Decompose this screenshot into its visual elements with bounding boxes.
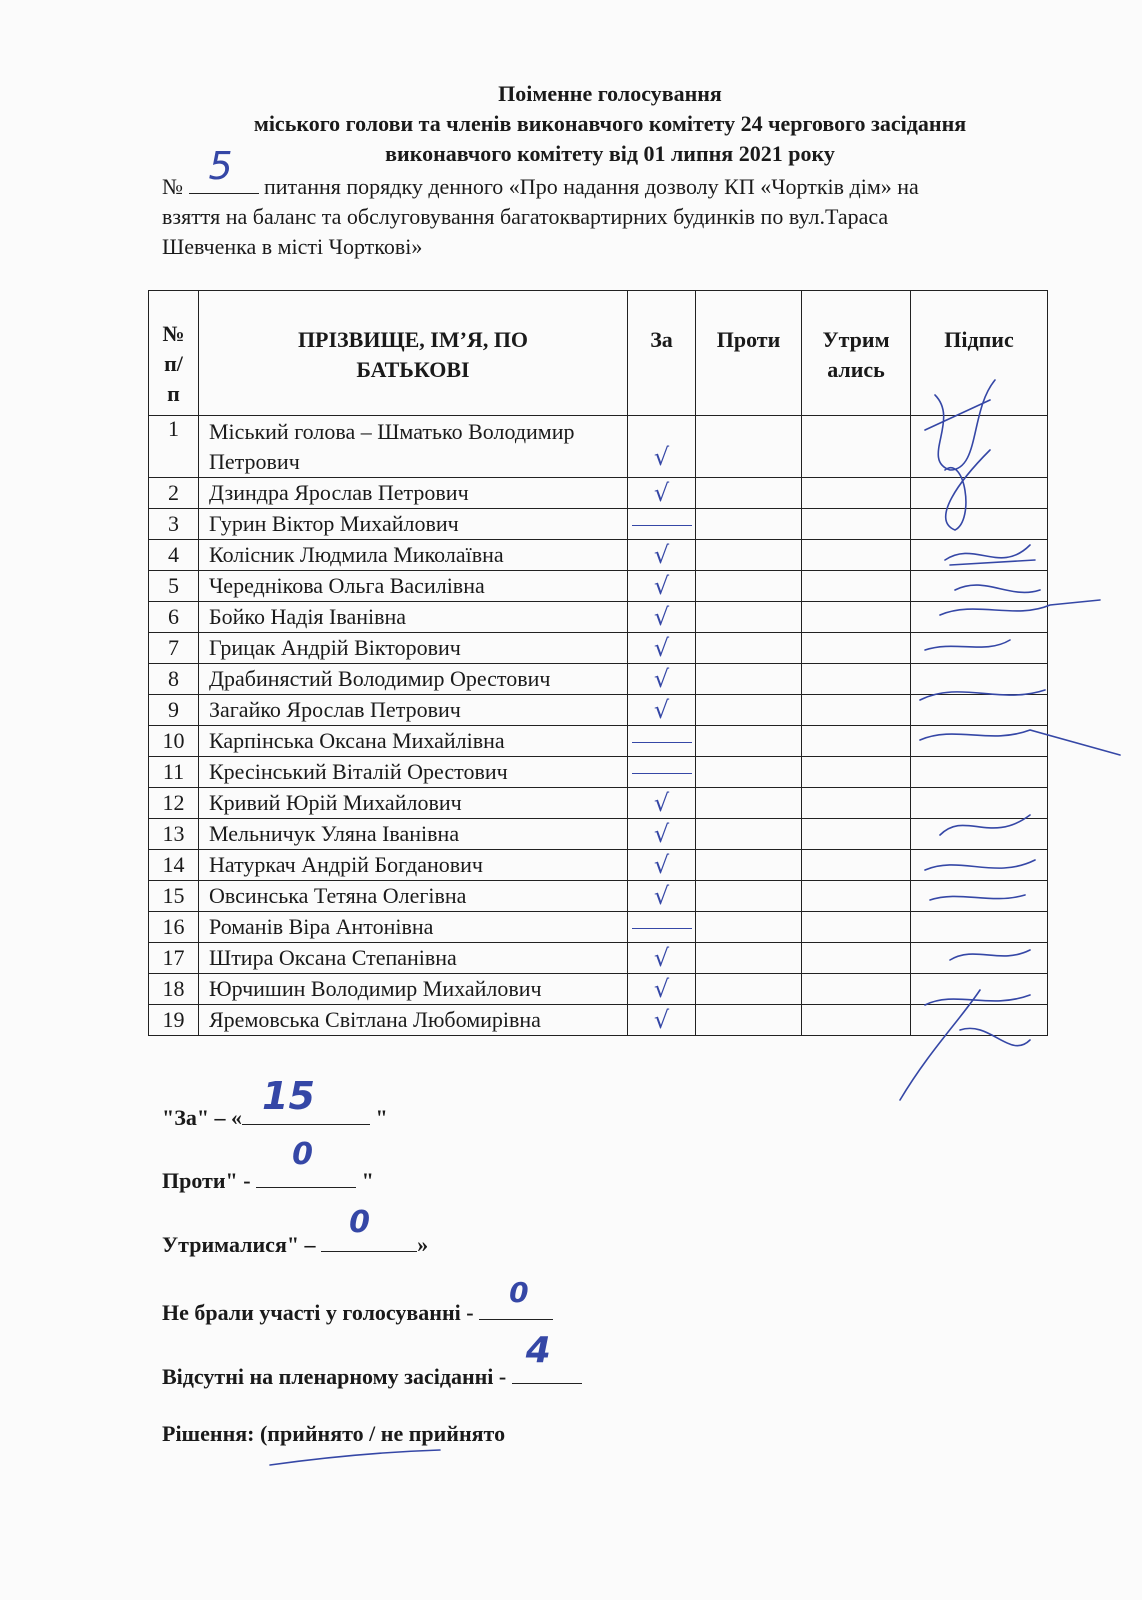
vote-abstained-cell [802,571,911,602]
voting-table [148,290,1048,1036]
member-name: Загайко Ярослав Петрович [199,695,628,726]
vote-for-cell [628,478,696,509]
vote-abstained-cell [802,509,911,540]
member-name: Гурин Віктор Михайлович [199,509,628,540]
member-name: Міський голова – Шматько Володимир Петрович [199,416,628,478]
member-name: Бойко Надія Іванівна [199,602,628,633]
signature-cell [911,881,1048,912]
total-absent-value: 4 [525,1330,551,1371]
vote-abstained-cell [802,881,911,912]
member-name: Овсинська Тетяна Олегівна [199,881,628,912]
table-row [149,788,1048,819]
table-row [149,540,1048,571]
col-header-abstained: Утрим ались [802,291,911,416]
row-number: 6 [149,602,199,633]
total-not-voting-value: 0 [509,1276,529,1309]
member-name: Романів Віра Антонівна [199,912,628,943]
check-mark-icon: √ [653,820,670,848]
vote-abstained-cell [802,943,911,974]
total-for: "За" – « 15 " [162,1074,388,1130]
vote-for-cell [628,571,696,602]
signature-cell [911,416,1048,478]
col-header-signature: Підпис [911,291,1048,416]
table-row [149,509,1048,540]
row-number: 18 [149,974,199,1005]
vote-against-cell [696,633,802,664]
vote-against-cell [696,757,802,788]
dash-line-icon [632,773,692,774]
vote-against-cell [696,850,802,881]
row-number: 1 [149,416,199,478]
row-number: 4 [149,540,199,571]
vote-for-cell [628,602,696,633]
document-subtitle-date: виконавчого комітету від 01 липня 2021 року [385,141,835,166]
signature-cell [911,633,1048,664]
decision-underline [270,1450,440,1465]
vote-for-cell [628,726,696,757]
vote-abstained-cell [802,416,911,478]
check-mark-icon: √ [653,479,670,507]
vote-for-cell [628,664,696,695]
table-row [149,881,1048,912]
row-number: 11 [149,757,199,788]
item-text-line2: взяття на баланс та обслуговування багатоквартирних будинків по вул.Тараса [162,204,889,229]
signature-cell [911,571,1048,602]
col-header-against: Проти [696,291,802,416]
vote-for-cell [628,1005,696,1036]
check-mark-icon: √ [653,603,670,631]
table-row [149,478,1048,509]
table-row [149,726,1048,757]
vote-against-cell [696,509,802,540]
vote-against-cell [696,943,802,974]
vote-abstained-cell [802,1005,911,1036]
vote-abstained-cell [802,974,911,1005]
vote-for-cell [628,788,696,819]
table-row [149,602,1048,633]
total-absent: Відсутні на пленарному засіданні - 4 [162,1361,582,1391]
vote-for-cell [628,881,696,912]
vote-against-cell [696,478,802,509]
signature-cell [911,726,1048,757]
table-header-row [149,291,1048,416]
row-number: 2 [149,478,199,509]
row-number: 12 [149,788,199,819]
vote-for-cell [628,850,696,881]
table-row [149,416,1048,478]
total-against: Проти" - 0 " [162,1137,374,1193]
check-mark-icon: √ [653,789,670,817]
table-row [149,819,1048,850]
check-mark-icon: √ [653,944,670,972]
member-name: Мельничук Уляна Іванівна [199,819,628,850]
vote-abstained-cell [802,602,911,633]
vote-against-cell [696,881,802,912]
table-row [149,974,1048,1005]
vote-for-cell [628,416,696,478]
vote-abstained-cell [802,695,911,726]
check-mark-icon: √ [653,851,670,879]
total-not-voting: Не брали участі у голосуванні - 0 [162,1297,553,1327]
total-for-value: 15 [262,1074,315,1118]
signature-cell [911,757,1048,788]
vote-for-cell [628,974,696,1005]
vote-against-cell [696,974,802,1005]
row-number: 3 [149,509,199,540]
vote-against-cell [696,571,802,602]
item-text-line1: питання порядку денного «Про надання дозволу КП «Чортків дім» на [264,174,919,199]
signature-cell [911,602,1048,633]
vote-abstained-cell [802,819,911,850]
row-number: 8 [149,664,199,695]
vote-against-cell [696,1005,802,1036]
signature-cell [911,509,1048,540]
vote-abstained-cell [802,664,911,695]
member-name: Яремовська Світлана Любомирівна [199,1005,628,1036]
vote-abstained-cell [802,540,911,571]
vote-for-cell [628,633,696,664]
member-name: Кресінський Віталій Орестович [199,757,628,788]
row-number: 10 [149,726,199,757]
col-header-for: За [628,291,696,416]
vote-against-cell [696,416,802,478]
document-subtitle: міського голови та членів виконавчого комітету 24 чергового засідання [253,111,967,136]
member-name: Натуркач Андрій Богданович [199,850,628,881]
member-name: Дзиндра Ярослав Петрович [199,478,628,509]
row-number: 15 [149,881,199,912]
vote-for-cell [628,540,696,571]
row-number: 16 [149,912,199,943]
dash-line-icon [632,928,692,929]
signature-cell [911,664,1048,695]
table-row [149,912,1048,943]
table-row [149,664,1048,695]
check-mark-icon: √ [653,882,670,910]
member-name: Юрчишин Володимир Михайлович [199,974,628,1005]
document-title: Поіменне голосування [498,81,722,106]
row-number: 13 [149,819,199,850]
total-against-value: 0 [292,1137,313,1172]
row-number: 9 [149,695,199,726]
signature-cell [911,974,1048,1005]
member-name: Колісник Людмила Миколаївна [199,540,628,571]
dash-line-icon [632,742,692,743]
row-number: 7 [149,633,199,664]
vote-abstained-cell [802,788,911,819]
item-text-line3: Шевченка в місті Чорткові» [162,234,423,259]
member-name: Драбинястий Володимир Орестович [199,664,628,695]
table-row [149,633,1048,664]
item-number-handwritten: 5 [208,144,233,188]
vote-abstained-cell [802,633,911,664]
table-row [149,943,1048,974]
table-row [149,695,1048,726]
vote-for-cell [628,757,696,788]
vote-against-cell [696,788,802,819]
signature-cell [911,912,1048,943]
vote-against-cell [696,664,802,695]
vote-for-cell [628,509,696,540]
signature-cell [911,819,1048,850]
row-number: 5 [149,571,199,602]
table-row [149,850,1048,881]
vote-abstained-cell [802,912,911,943]
table-row [149,757,1048,788]
vote-abstained-cell [802,757,911,788]
signature-cell [911,943,1048,974]
row-number: 14 [149,850,199,881]
check-mark-icon: √ [653,442,670,471]
total-abstained: Утрималися" – 0 » [162,1205,429,1257]
vote-against-cell [696,726,802,757]
signature-cell [911,1005,1048,1036]
vote-against-cell [696,819,802,850]
vote-for-cell [628,912,696,943]
dash-line-icon [632,525,692,526]
vote-against-cell [696,602,802,633]
check-mark-icon: √ [653,696,670,724]
member-name: Кривий Юрій Михайлович [199,788,628,819]
decision-line: Рішення: (прийнято / не прийнято [162,1421,506,1446]
check-mark-icon: √ [653,572,670,600]
row-number: 17 [149,943,199,974]
signature-cell [911,850,1048,881]
total-abstained-value: 0 [349,1205,370,1240]
row-number: 19 [149,1005,199,1036]
member-name: Череднікова Ольга Василівна [199,571,628,602]
vote-abstained-cell [802,850,911,881]
check-mark-icon: √ [653,541,670,569]
check-mark-icon: √ [653,1006,670,1034]
member-name: Карпінська Оксана Михайлівна [199,726,628,757]
member-name: Грицак Андрій Вікторович [199,633,628,664]
check-mark-icon: √ [653,665,670,693]
signature-cell [911,695,1048,726]
vote-for-cell [628,819,696,850]
check-mark-icon: √ [653,634,670,662]
table-row [149,571,1048,602]
vote-against-cell [696,912,802,943]
col-header-num: № п/п [149,291,199,416]
signature-cell [911,478,1048,509]
item-number-blank [189,144,259,194]
item-number-prefix: № [162,174,183,199]
col-header-name: ПРІЗВИЩЕ, ІМ’Я, ПО БАТЬКОВІ [199,291,628,416]
check-mark-icon: √ [653,975,670,1003]
vote-abstained-cell [802,478,911,509]
vote-for-cell [628,943,696,974]
table-row [149,1005,1048,1036]
vote-against-cell [696,695,802,726]
signature-cell [911,788,1048,819]
vote-abstained-cell [802,726,911,757]
vote-for-cell [628,695,696,726]
signature-cell [911,540,1048,571]
vote-against-cell [696,540,802,571]
member-name: Штира Оксана Степанівна [199,943,628,974]
